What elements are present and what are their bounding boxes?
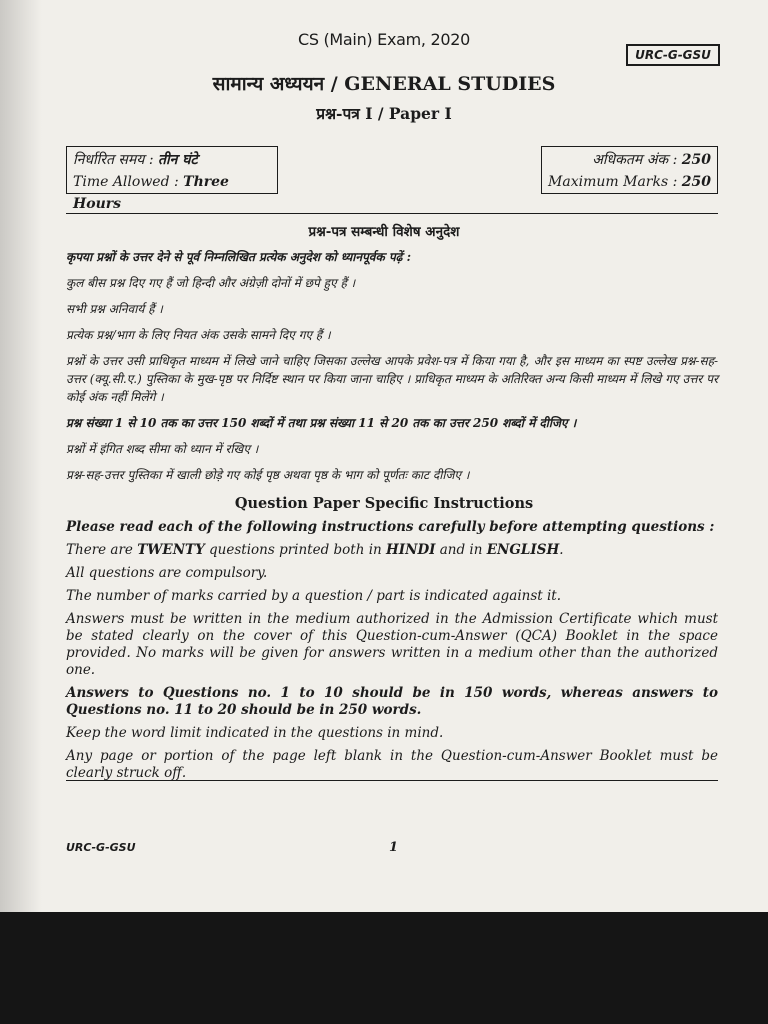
hindi-instruction-4: प्रश्नों के उत्तर उसी प्राधिकृत माध्यम में लिखे जाने चाहिए जिसका उल्लेख आपके प्रवेश-पत्र में किया गया है, और इस माध्यम का स्पष्ट उल्लेख प्रश्न-सह-उत्तर (क्यू.सी.ए.) पुस्तिका के मुख-पृष्ठ पर निर्दिष्ट स्थान पर किया जाना चाहिए । प्राधिकृत माध्यम के अतिरिक्त अन्य किसी माध्यम में लिखे गए उत्तर पर कोई अंक नहीं मिलेंगे । — [66, 354, 718, 404]
english-bold: ENGLISH — [486, 542, 560, 558]
hindi-instruction-1: कुल बीस प्रश्न दिए गए हैं जो हिन्दी और अंग्रेज़ी दोनों में छपे हुए हैं । — [66, 276, 356, 290]
marks-english-value: 250 — [681, 174, 711, 190]
hindi-bold: HINDI — [386, 542, 436, 558]
marks-hindi-value: 250 — [681, 152, 711, 168]
time-hindi-value: तीन घंटे — [158, 152, 198, 168]
divider-bottom — [66, 780, 718, 781]
english-instruction-blank: Any page or portion of the page left blank in the Question-cum-Answer Booklet must be clearly struck off. — [66, 748, 718, 781]
time-hindi-label: निर्धारित समय : — [73, 152, 154, 168]
paper-code-box: URC-G-GSU — [626, 44, 720, 66]
english-instruction-lead: Please read each of the following instructions carefully before attempting questions : — [66, 519, 715, 535]
page-number: 1 — [389, 840, 399, 855]
hindi-instruction-7: प्रश्न-सह-उत्तर पुस्तिका में खाली छोड़े गए कोई पृष्ठ अथवा पृष्ठ के भाग को पूर्णतः काट दीजिए । — [66, 468, 470, 482]
hindi-instruction-2: सभी प्रश्न अनिवार्य हैं । — [66, 302, 163, 316]
hindi-instruction-5: प्रश्न संख्या 1 से 10 तक का उत्तर 150 शब्दों में तथा प्रश्न संख्या 11 से 20 तक का उत्तर 250 शब्दों में दीजिए । — [66, 416, 577, 430]
divider-top — [66, 213, 718, 214]
twenty-bold: TWENTY — [137, 542, 205, 558]
scan-shadow — [0, 0, 42, 912]
marks-hindi — [548, 149, 711, 171]
footer-paper-code: URC-G-GSU — [66, 841, 136, 854]
time-english — [73, 171, 271, 215]
time-hindi — [73, 149, 271, 171]
time-allowed-box — [66, 146, 278, 212]
marks-english-label: Maximum Marks : — [548, 174, 678, 190]
twenty-end: . — [559, 542, 564, 558]
marks-hindi-label: अधिकतम अंक : — [592, 152, 678, 168]
hindi-instruction-3: प्रत्येक प्रश्न/भाग के लिए नियत अंक उसके सामने दिए गए हैं । — [66, 328, 331, 342]
maximum-marks-box — [541, 146, 718, 194]
english-instruction-medium: Answers must be written in the medium authorized in the Admission Certificate which must be stated clearly on the cover of this Question-cum-Answer (QCA) Booklet in the space provided. No marks will be given for answers written in a medium other than the authorized one. — [66, 611, 718, 678]
english-instruction-marks: The number of marks carried by a question / part is indicated against it. — [66, 588, 562, 604]
english-instruction-limit: Keep the word limit indicated in the questions in mind. — [66, 725, 444, 741]
english-instructions-heading: Question Paper Specific Instructions — [234, 495, 534, 512]
paper-number: प्रश्न-पत्र I / Paper I — [316, 104, 452, 123]
and-text: and in — [435, 542, 487, 558]
scanner-background — [0, 912, 768, 1024]
hindi-instructions-list — [66, 248, 718, 492]
english-instructions-list — [66, 519, 718, 788]
english-instruction-words: Answers to Questions no. 1 to 10 should be in 150 words, whereas answers to Questions no. 11 to 20 should be in 250 words. — [66, 685, 718, 718]
hindi-instructions-heading: प्रश्न-पत्र सम्बन्धी विशेष अनुदेश — [308, 224, 460, 240]
hindi-instruction-0: कृपया प्रश्नों के उत्तर देने से पूर्व निम्नलिखित प्रत्येक अनुदेश को ध्यानपूर्वक पढ़ें : — [66, 250, 412, 264]
twenty-pre: There are — [66, 542, 138, 558]
twenty-mid: questions printed both in — [204, 542, 387, 558]
english-instruction-compulsory: All questions are compulsory. — [66, 565, 268, 581]
paper-title: सामान्य अध्ययन / GENERAL STUDIES — [212, 73, 556, 95]
english-instruction-twenty — [66, 542, 718, 559]
hindi-instruction-6: प्रश्नों में इंगित शब्द सीमा को ध्यान में रखिए । — [66, 442, 259, 456]
time-english-value: Three Hours — [73, 174, 229, 212]
time-english-label: Time Allowed : — [73, 174, 179, 190]
marks-english — [548, 171, 711, 193]
exam-name: CS (Main) Exam, 2020 — [297, 30, 471, 49]
